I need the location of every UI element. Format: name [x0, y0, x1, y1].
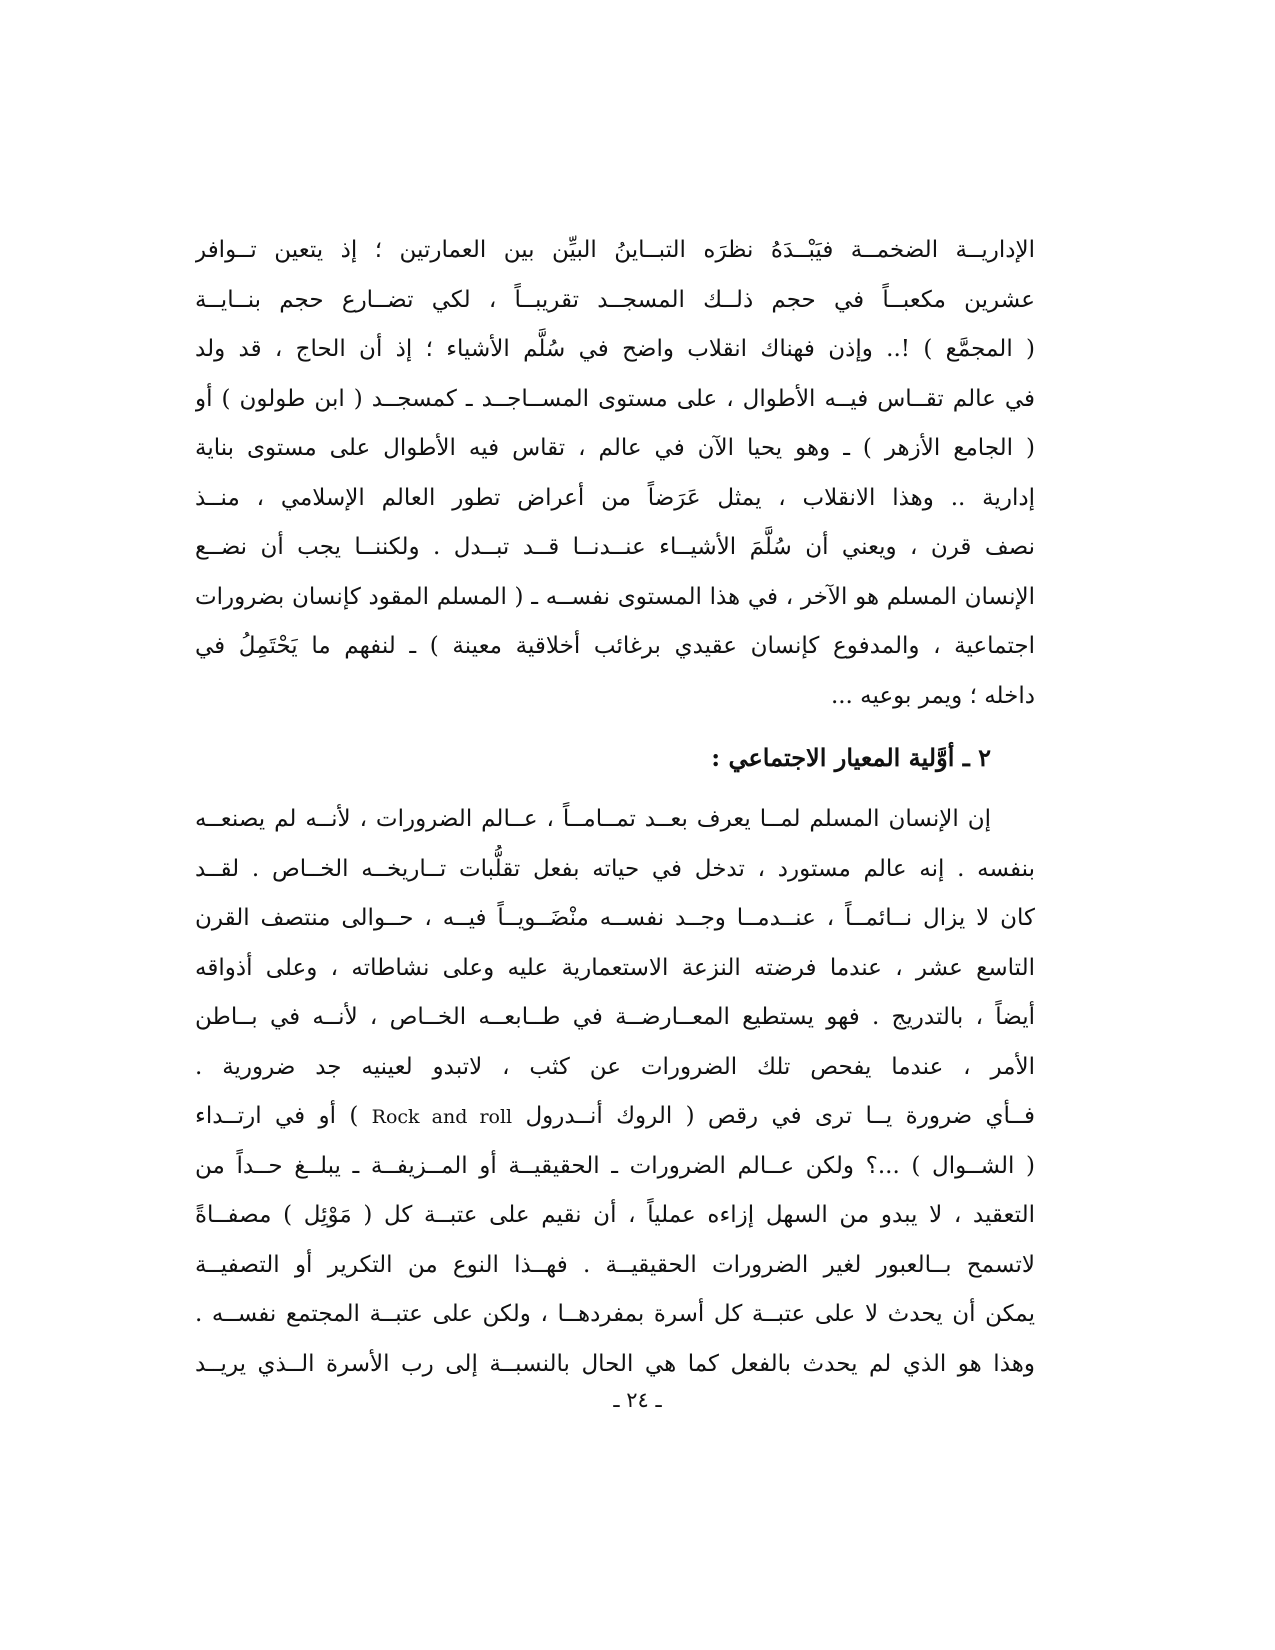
text-line: إن الإنسان المسلم لمــا يعرف بعــد تمــامــاً ، عــالم الضرورات ، لأنــه لم يصنعــه	[195, 806, 991, 832]
paragraph-1	[195, 226, 1035, 721]
text-line: في عالم تقــاس فيــه الأطوال ، على مستوى المســاجــد ـ كمسجــد ( ابن طولون ) أو	[195, 385, 1035, 412]
text-segment: ) أو في ارتــداء	[195, 1103, 359, 1129]
text-line: بنفسه . إنه عالم مستورد ، تدخل في حياته بفعل تقلُّبات تــاريخــه الخــاص . لقــد	[195, 855, 1035, 882]
text-line: الأمر ، عندما يفحص تلك الضرورات عن كثب ، لاتبدو لعينيه جد ضرورية .	[195, 1053, 1035, 1080]
text-line: التاسع عشر ، عندما فرضته النزعة الاستعمارية عليه وعلى نشاطاته ، وعلى أذواقه	[195, 954, 1035, 981]
text-line: أيضاً ، بالتدريج . فهو يستطيع المعــارضــة في طــابعــه الخــاص ، لأنــه في بــاطن	[195, 1004, 1035, 1030]
text-line: اجتماعية ، والمدفوع كإنسان عقيدي برغائب أخلاقية معينة ) ـ لنفهم ما يَحْتَمِلُ في	[195, 633, 1035, 659]
body-text	[195, 226, 1035, 1389]
text-line: يمكن أن يحدث لا على عتبــة كل أسرة بمفردهــا ، ولكن على عتبــة المجتمع نفســه .	[195, 1301, 1035, 1327]
text-line: كان لا يزال نــائمــاً ، عنــدمــا وجــد نفســه منْضَــويــاً فيــه ، حــوالى منتصف القرن	[195, 905, 1035, 931]
text-line: ( الشــوال ) ...؟ ولكن عــالم الضرورات ـ الحقيقيــة أو المــزيفــة ـ يبلــغ حــداً من	[195, 1152, 1035, 1179]
text-line-with-latin	[195, 1092, 1035, 1142]
text-line: ( المجمَّع ) !.. وإذن فهناك انقلاب واضح في سُلَّم الأشياء ؛ إذ أن الحاج ، قد ولد	[195, 336, 1035, 362]
text-line: عشرين مكعبــاً في حجم ذلــك المسجــد تقريبــاً ، لكي تضــارع حجم بنــايــة	[195, 286, 1035, 313]
text-line: وهذا هو الذي لم يحدث بالفعل كما هي الحال بالنسبــة إلى رب الأسرة الــذي يريــد	[195, 1350, 1035, 1377]
text-line: الإنسان المسلم هو الآخر ، في هذا المستوى نفســه ـ ( المسلم المقود كإنسان بضرورات	[195, 583, 1035, 610]
text-line: داخله ؛ ويمر بوعيه ...	[830, 682, 1035, 709]
section-heading: ٢ ـ أوَّلية المعيار الاجتماعي :	[711, 743, 991, 772]
paragraph-2	[195, 795, 1035, 1389]
text-line: التعقيد ، لا يبدو من السهل إزاءه عملياً ، أن نقيم على عتبــة كل ( مَوْئِل ) مصفــاةً	[195, 1202, 1035, 1228]
text-segment: فــأي ضرورة يــا ترى في رقص ( الروك أنــدرول	[525, 1103, 1035, 1129]
text-line: ( الجامع الأزهر ) ـ وهو يحيا الآن في عالم ، تقاس فيه الأطوال على مستوى بناية	[195, 435, 1035, 461]
page-number: ـ ٢٤ ـ	[613, 1388, 662, 1412]
text-line: نصف قرن ، ويعني أن سُلَّمَ الأشيــاء عنــدنــا قــد تبــدل . ولكننــا يجب أن نضــع	[195, 534, 1035, 560]
latin-term: Rock and roll	[371, 1106, 513, 1128]
text-line: لاتسمح بــالعبور لغير الضرورات الحقيقيــة . فهــذا النوع من التكرير أو التصفيــة	[195, 1251, 1035, 1278]
text-line: الإداريــة الضخمــة فيَبْــدَهُ نظرَه التبــاينُ البيِّن بين العمارتين ؛ إذ يتعين تــوافر	[195, 237, 1035, 263]
text-line: إدارية .. وهذا الانقلاب ، يمثل عَرَضاً من أعراض تطور العالم الإسلامي ، منــذ	[195, 484, 1035, 511]
